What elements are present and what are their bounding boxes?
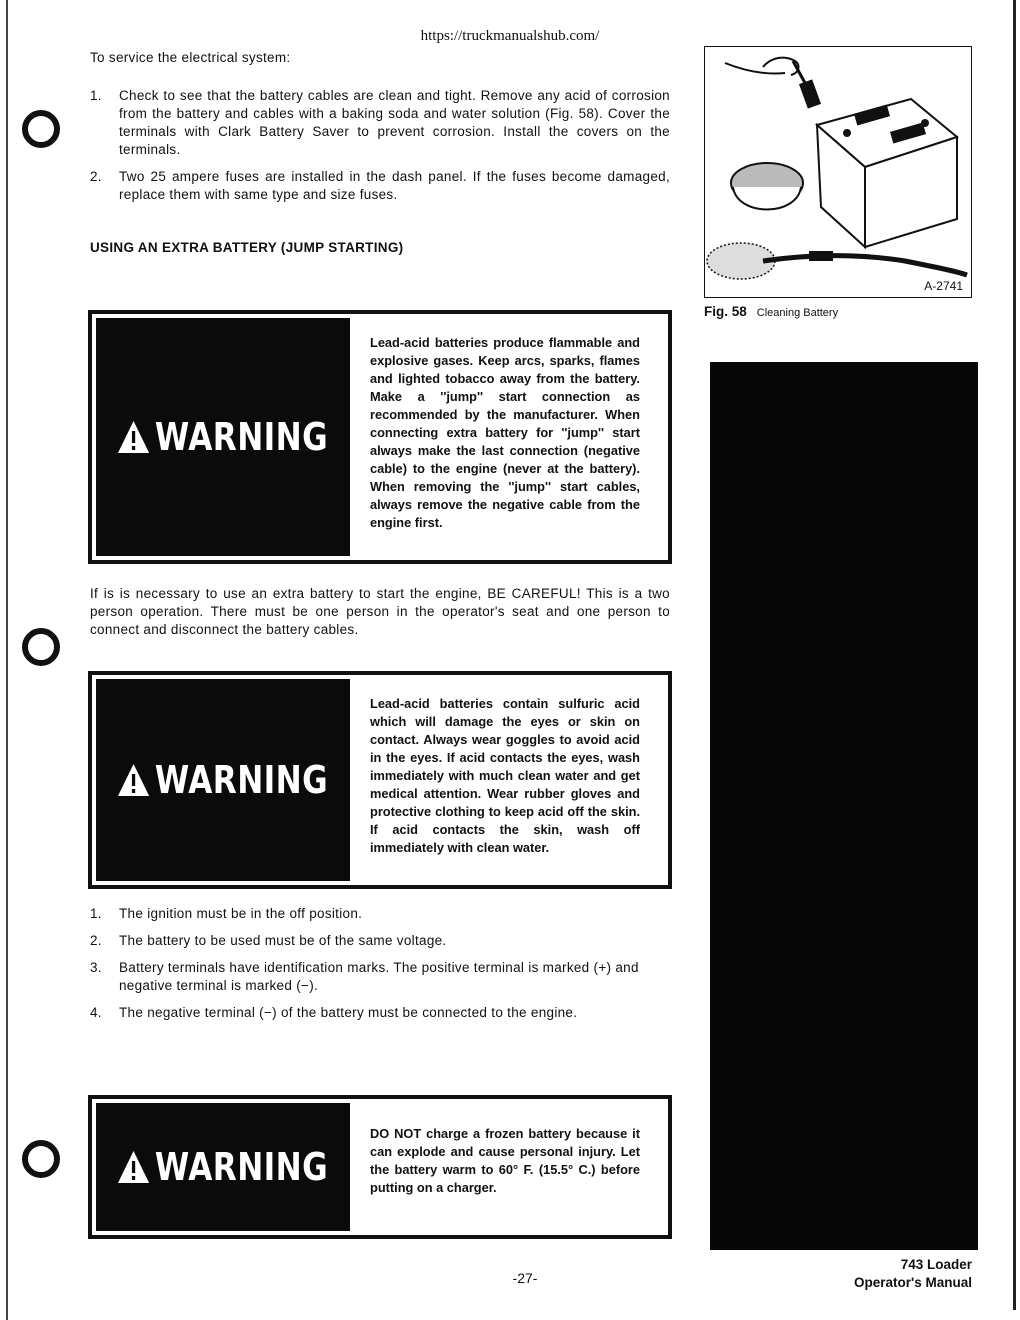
figure-label: Fig. 58 <box>704 304 747 319</box>
warning-box <box>88 310 672 564</box>
warning-label-panel <box>96 679 350 881</box>
figure-caption <box>704 304 838 319</box>
battery-cleaning-illustration <box>705 47 970 296</box>
jump-steps-list <box>90 905 670 1031</box>
service-steps-list <box>90 87 670 213</box>
figure-cleaning-battery <box>704 46 972 298</box>
section-heading: USING AN EXTRA BATTERY (JUMP STARTING) <box>90 240 404 255</box>
list-item <box>90 168 670 204</box>
warning-label: WARNING <box>155 415 329 459</box>
manual-title <box>854 1256 972 1292</box>
step-text: Check to see that the battery cables are clean and tight. Remove any acid of corrosion from the battery and cables with a baking soda and water solution (Fig. 58). Cover the terminals with Clark Battery Saver to prevent corrosion. Install the covers on the terminals. <box>119 88 670 157</box>
step-number: 2. <box>90 169 102 184</box>
list-item <box>90 932 670 950</box>
step-text: Battery terminals have identification marks. The positive terminal is marked (+) and negative terminal is marked (−). <box>119 960 639 993</box>
warning-box <box>88 671 672 889</box>
page-edge-left <box>6 0 8 1320</box>
binder-hole <box>22 1140 60 1178</box>
figure-caption-text: Cleaning Battery <box>756 307 839 319</box>
warning-text: DO NOT charge a frozen battery because it can explode and cause personal injury. Let the battery warm to 60° F. (15.5° C.) before putting on a charger. <box>370 1126 640 1195</box>
page-number: -27- <box>512 1270 538 1286</box>
step-text: The negative terminal (−) of the battery must be connected to the engine. <box>119 1005 578 1020</box>
warning-triangle-icon <box>118 1150 151 1184</box>
step-number: 1. <box>90 88 102 103</box>
step-number: 2. <box>90 933 102 948</box>
step-number: 1. <box>90 906 102 921</box>
list-item <box>90 959 670 995</box>
jump-start-paragraph: If is is necessary to use an extra battery to start the engine, BE CAREFUL! This is a two person operation. There must be one person in the operator's seat and one person to connect and disconnect the battery cables. <box>90 586 670 637</box>
warning-label-panel <box>96 1103 350 1231</box>
step-number: 4. <box>90 1005 102 1020</box>
dark-image-panel <box>710 362 978 1250</box>
binder-hole <box>22 628 60 666</box>
intro-text: To service the electrical system: <box>90 50 291 65</box>
step-text: Two 25 ampere fuses are installed in the dash panel. If the fuses become damaged, replace them with same type and size fuses. <box>119 169 670 202</box>
step-number: 3. <box>90 960 102 975</box>
warning-label: WARNING <box>155 758 329 802</box>
source-url[interactable]: https://truckmanualshub.com/ <box>420 28 600 44</box>
list-item <box>90 905 670 923</box>
manual-title-line1: 743 Loader <box>900 1257 972 1272</box>
figure-code: A-2741 <box>924 279 963 293</box>
page-edge-right <box>1013 0 1016 1310</box>
warning-triangle-icon <box>118 763 151 797</box>
warning-text: Lead-acid batteries contain sulfuric acid which will damage the eyes or skin on contact. Always wear goggles to avoid acid in the eyes. If acid contacts the eyes, wash immediately with much clean water and get medical attention. Wear rubber gloves and protective clothing to keep acid off the skin. If acid contacts the skin, wash off immediately with clean water. <box>370 696 640 855</box>
warning-label-panel <box>96 318 350 556</box>
warning-box <box>88 1095 672 1239</box>
step-text: The ignition must be in the off position. <box>119 906 363 921</box>
warning-triangle-icon <box>118 420 151 454</box>
manual-title-line2: Operator's Manual <box>854 1275 972 1290</box>
list-item <box>90 87 670 159</box>
binder-hole <box>22 110 60 148</box>
step-text: The battery to be used must be of the same voltage. <box>119 933 447 948</box>
warning-label: WARNING <box>155 1145 329 1189</box>
warning-text: Lead-acid batteries produce flammable and explosive gases. Keep arcs, sparks, flames and lighted tobacco away from the battery. Make a ''jump'' start connection as recommended by the manufacturer. When connecting extra battery for ''jump'' start always make the last connection (negative cable) to the engine (never at the battery). When removing the ''jump'' start cables, always remove the negative cable from the engine first. <box>370 335 640 530</box>
list-item <box>90 1004 670 1022</box>
